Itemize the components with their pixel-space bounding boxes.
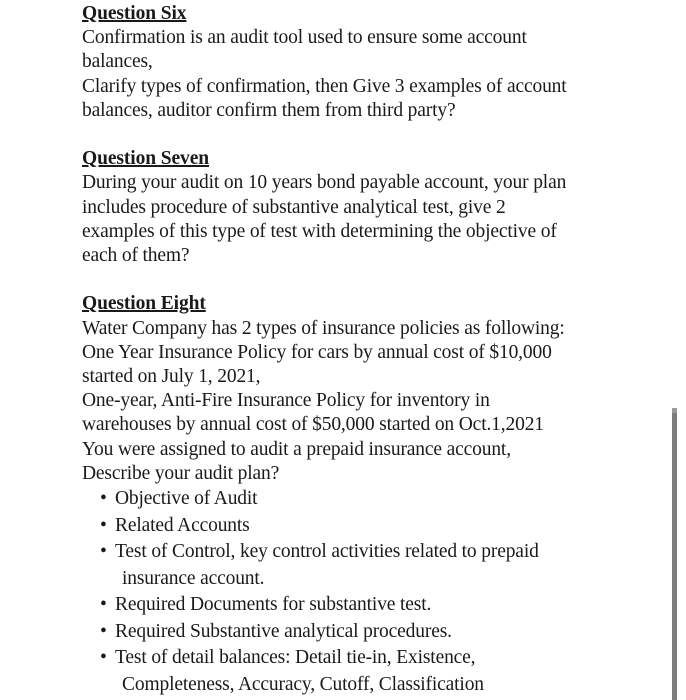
question-seven-line-4: each of them? (82, 245, 190, 267)
page-edge-rule (672, 408, 677, 700)
bullet-icon: • (100, 620, 107, 642)
bullet-icon: • (100, 647, 107, 669)
question-eight-heading: Question Eight (82, 293, 206, 315)
question-eight-line-4: One-year, Anti-Fire Insurance Policy for inventory in (82, 390, 490, 412)
list-item-line-continued: Completeness, Accuracy, Cutoff, Classification (122, 673, 484, 695)
section-spacer-2 (82, 268, 626, 292)
question-eight-line-7: Describe your audit plan? (82, 462, 280, 484)
question-eight-line-2: One Year Insurance Policy for cars by annual cost of $10,000 (82, 341, 552, 363)
question-seven-line-2: includes procedure of substantive analytical test, give 2 (82, 196, 506, 218)
question-eight-line-1: Water Company has 2 types of insurance policies as following: (82, 317, 565, 339)
list-item (82, 539, 626, 592)
list-item-line: Objective of Audit (115, 488, 258, 510)
bullet-icon: • (100, 488, 107, 510)
question-six-line-1: Confirmation is an audit tool used to ensure some account (82, 27, 527, 49)
list-item (82, 645, 626, 698)
list-item-line: Required Documents for substantive test. (115, 594, 432, 616)
bullet-icon: • (100, 594, 107, 616)
question-eight-line-6: You were assigned to audit a prepaid insurance account, (82, 438, 511, 460)
question-eight-line-5: warehouses by annual cost of $50,000 started on Oct.1,2021 (82, 414, 544, 436)
question-eight-line-3: started on July 1, 2021, (82, 366, 261, 388)
list-item-line: Test of Control, key control activities related to prepaid (115, 541, 539, 563)
question-seven-heading: Question Seven (82, 148, 209, 170)
page-edge-rule-cap (672, 408, 677, 413)
list-item (82, 513, 626, 540)
question-six-heading: Question Six (82, 3, 187, 24)
question-section-seven (82, 147, 626, 268)
question-section-six (82, 2, 626, 123)
question-seven-line-1: During your audit on 10 years bond payable account, your plan (82, 172, 567, 194)
list-item-line-continued: insurance account. (122, 567, 265, 589)
list-item-line: Related Accounts (115, 514, 250, 536)
list-item (82, 619, 626, 646)
question-section-eight (82, 292, 626, 698)
list-item-line: Required Substantive analytical procedures. (115, 620, 452, 642)
audit-plan-bullet-list (82, 486, 626, 698)
question-six-line-2: balances, (82, 51, 153, 73)
list-item (82, 592, 626, 619)
bullet-icon: • (100, 541, 107, 563)
question-six-line-3: Clarify types of confirmation, then Give 3 examples of account (82, 75, 567, 97)
bullet-icon: • (100, 514, 107, 536)
question-six-line-4: balances, auditor confirm them from third party? (82, 99, 456, 121)
list-item-line: Test of detail balances: Detail tie-in, Existence, (115, 647, 476, 669)
section-spacer-1 (82, 123, 626, 147)
question-seven-line-3: examples of this type of test with determining the objective of (82, 220, 557, 242)
list-item (82, 486, 626, 513)
